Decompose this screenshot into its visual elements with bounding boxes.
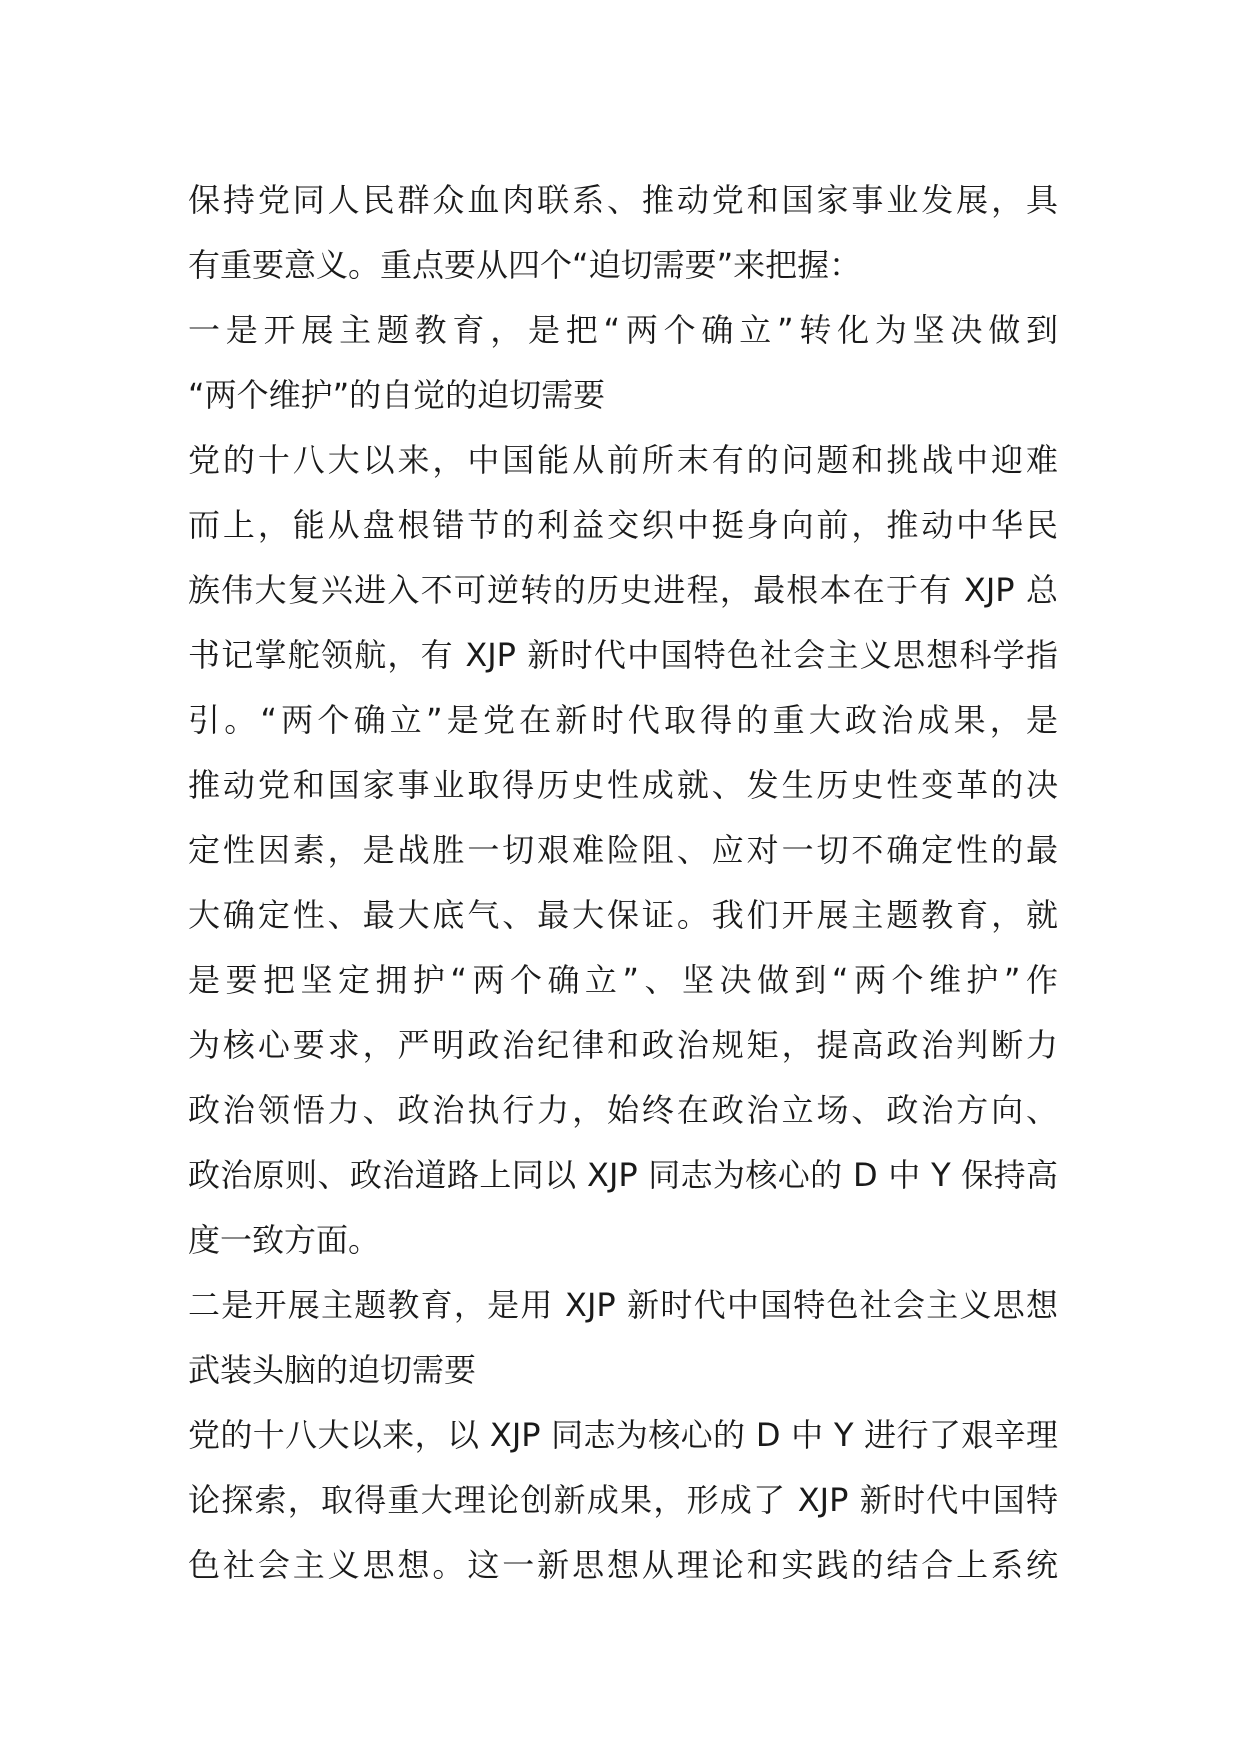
section-heading-line: 武装头脑的迫切需要: [188, 1351, 477, 1389]
text-line: 定性因素，是战胜一切艰难险阻、应对一切不确定性的最: [188, 831, 1058, 869]
text-line: 为核心要求，严明政治纪律和政治规矩，提高政治判断力: [188, 1026, 1058, 1064]
text-line: 政治原则、政治道路上同以 XJP 同志为核心的 D 中 Y 保持高: [188, 1156, 1058, 1194]
body-text: [188, 168, 1058, 1598]
text-line: 族伟大复兴进入不可逆转的历史进程，最根本在于有 XJP 总: [188, 571, 1058, 609]
text-line: 推动党和国家事业取得历史性成就、发生历史性变革的决: [188, 766, 1058, 804]
section-heading-line: 一是开展主题教育，是把“两个确立”转化为坚决做到: [188, 311, 1058, 349]
text-line: 有重要意义。重点要从四个“迫切需要”来把握：: [188, 246, 862, 284]
text-line: 而上，能从盘根错节的利益交织中挺身向前，推动中华民: [188, 506, 1058, 544]
text-line: 色社会主义思想。这一新思想从理论和实践的结合上系统: [188, 1546, 1058, 1584]
text-line: 党的十八大以来，以 XJP 同志为核心的 D 中 Y 进行了艰辛理: [188, 1416, 1058, 1454]
text-line: 政治领悟力、政治执行力，始终在政治立场、政治方向、: [188, 1091, 1058, 1129]
text-line: 论探索，取得重大理论创新成果，形成了 XJP 新时代中国特: [188, 1481, 1058, 1519]
section-heading-line: “两个维护”的自觉的迫切需要: [188, 376, 606, 414]
text-line: 党的十八大以来，中国能从前所末有的问题和挑战中迎难: [188, 441, 1058, 479]
section-heading-line: 二是开展主题教育，是用 XJP 新时代中国特色社会主义思想: [188, 1286, 1058, 1324]
text-line: 保持党同人民群众血肉联系、推动党和国家事业发展，具: [188, 181, 1058, 219]
text-line: 书记掌舵领航，有 XJP 新时代中国特色社会主义思想科学指: [188, 636, 1058, 674]
text-line: 大确定性、最大底气、最大保证。我们开展主题教育，就: [188, 896, 1058, 934]
text-line: 是要把坚定拥护“两个确立”、坚决做到“两个维护”作: [188, 961, 1058, 999]
text-line: 引。“两个确立”是党在新时代取得的重大政治成果，是: [188, 701, 1058, 739]
text-line: 度一致方面。: [188, 1221, 381, 1259]
